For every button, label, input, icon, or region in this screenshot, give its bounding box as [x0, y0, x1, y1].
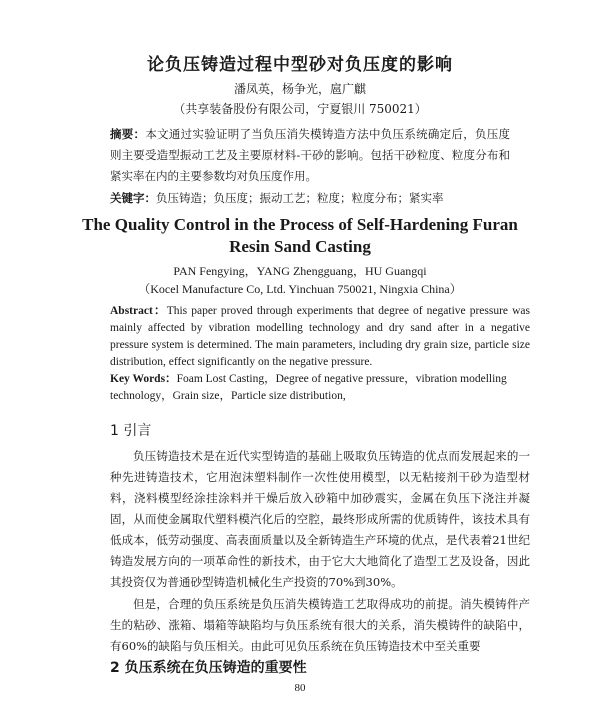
english-abstract — [110, 303, 530, 371]
chinese-authors: 潘凤英，杨争光，扈广麒 — [233, 82, 366, 96]
chinese-keywords-text: 负压铸造；负压度；振动工艺；粒度；粒度分布；紧实率 — [156, 191, 444, 205]
section-1-heading: 1 引言 — [110, 423, 152, 439]
english-keywords-text: Foam Lost Casting，Degree of negative pressure，vibration modelling technology，Grain size，Particle size distribution, — [110, 373, 507, 402]
chinese-abstract — [110, 124, 510, 187]
chinese-keywords-label: 关键字： — [110, 191, 156, 205]
english-keywords-label: Key Words： — [110, 373, 177, 385]
english-title: The Quality Control in the Process of Self-Hardening Furan Resin Sand Casting — [82, 215, 518, 256]
english-keywords — [110, 371, 530, 405]
chinese-keywords — [110, 190, 444, 206]
english-authors: PAN Fengying，YANG Zhengguang，HU Guangqi — [173, 264, 427, 278]
page-number: 80 — [294, 682, 306, 694]
section-1-paragraph-2: 但是，合理的负压系统是负压消失模铸造工艺取得成功的前提。消失模铸件产生的粘砂、涨箱、塌箱等缺陷均与负压系统有很大的关系，消失模铸件的缺陷中，有60%的缺陷与负压相关。由此可见负压系统在负压铸造技术中至关重要 — [110, 597, 530, 653]
chinese-abstract-label: 摘要： — [110, 127, 146, 141]
english-abstract-text: This paper proved through experiments that degree of negative pressure was mainly affected by vibration modelling technology and dry sand after in a negative pressure system is determined. The main parameters, including dry grain size, particle size distribution, effect significantly on the negative pressure. — [110, 305, 530, 368]
chinese-affiliation: （共享装备股份有限公司，宁夏银川 750021） — [173, 102, 427, 116]
chinese-title: 论负压铸造过程中型砂对负压度的影响 — [147, 55, 453, 75]
section-1-paragraph-1: 负压铸造技术是在近代实型铸造的基础上吸取负压铸造的优点而发展起来的一种先进铸造技术，它用泡沫塑料制作一次性使用模型，以无粘接剂干砂为造型材料，浇料模型经涂挂涂料并干燥后放入砂箱中加砂震实，金属在负压下浇注并凝固，从而使金属取代塑料模汽化后的空腔，最终形成所需的优质铸件，该技术具有低成本，低劳动强度、高表面质量以及全新铸造生产环境的优点，是代表着21世纪铸造发展方向的一项革命性的新技术，由于它大大地简化了造型工艺及设备，因此其投资仅为普通砂型铸造机械化生产投资的70%到30%。 — [110, 449, 530, 589]
chinese-abstract-text: 本文通过实验证明了当负压消失模铸造方法中负压系统确定后，负压度则主要受造型振动工艺及主要原材料-干砂的影响。包括干砂粒度、粒度分布和紧实率在内的主要参数均对负压度作用。 — [110, 127, 511, 183]
english-affiliation: （Kocel Manufacture Co, Ltd. Yinchuan 750021, Ningxia China） — [138, 282, 462, 296]
section-2-heading: 2 负压系统在负压铸造的重要性 — [110, 660, 307, 676]
english-abstract-label: Abstract： — [110, 305, 167, 317]
